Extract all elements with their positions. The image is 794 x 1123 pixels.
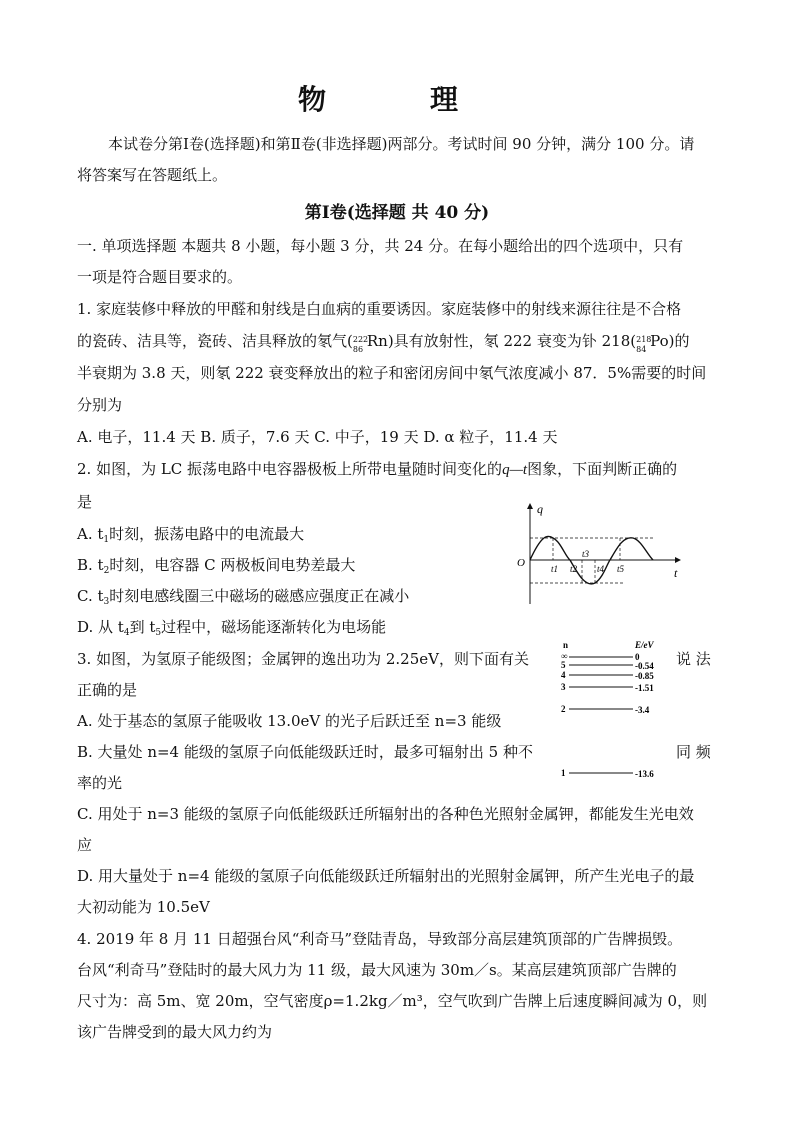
q3-option-d-2: 大初动能为 10.5eV xyxy=(77,898,210,916)
level-e-2: -3.4 xyxy=(635,705,650,715)
q1-line-3: 半衰期为 3.8 天，则氡 222 衰变释放出的粒子和密闭房间中氡气浓度减小 87．5%需要的时间 xyxy=(77,364,707,382)
graph-y-label: q xyxy=(537,502,543,516)
polonium-isotope-mass-charge: 218 84 xyxy=(636,335,652,354)
level-n-3: 3 xyxy=(561,682,566,692)
page-title: 物 理 xyxy=(297,83,496,116)
part1-line-2: 一项是符合题目要求的。 xyxy=(77,268,243,286)
q4-line-2: 台风“利奇马”登陆时的最大风力为 11 级，最大风速为 30m／s。某高层建筑顶部广告牌的 xyxy=(77,961,677,979)
polonium-symbol: Po xyxy=(650,332,669,350)
graph-tick-t4: t4 xyxy=(597,564,605,574)
q-t-graph xyxy=(515,500,685,608)
q3-option-b-1b: 同 频 xyxy=(676,743,711,761)
graph-tick-t2: t2 xyxy=(570,564,578,574)
q2-option-b: B. $t_2$时刻，电容器 C 两极板间电势差最大 xyxy=(77,556,356,576)
graph-x-label: t xyxy=(674,566,678,580)
q1-line-2: 的瓷砖、洁具等，瓷砖、洁具释放的氡气( 222 86 Rn)具有放射性，氡 222 衰变为钋 218( 218 84 Po)的 xyxy=(77,332,690,354)
q1-line-4: 分别为 xyxy=(77,396,123,414)
diagram-n-label: n xyxy=(563,640,569,650)
radon-isotope-mass-charge: 222 86 xyxy=(352,335,369,354)
q3-line-1b: 说 法 xyxy=(676,650,711,668)
graph-tick-t5: t5 xyxy=(617,564,625,574)
section-title: 第Ⅰ卷(选择题 共 40 分) xyxy=(304,203,490,223)
intro-line-1: 本试卷分第Ⅰ卷(选择题)和第Ⅱ卷(非选择题)两部分。考试时间 90 分钟，满分 100 分。请 xyxy=(108,135,695,153)
energy-level-diagram xyxy=(555,636,670,786)
q-t-symbol: q—t xyxy=(502,462,528,478)
radon-symbol: Rn xyxy=(366,332,388,350)
diagram-e-label: E/eV xyxy=(635,640,654,650)
level-e-4: -0.85 xyxy=(635,671,654,681)
level-n-4: 4 xyxy=(561,670,566,680)
q1-options: A. 电子，11.4 天 B. 质子，7.6 天 C. 中子，19 天 D. α 粒子，11.4 天 xyxy=(77,428,558,446)
level-n-5: 5 xyxy=(561,660,566,670)
level-n-1: 1 xyxy=(561,768,566,778)
level-e-inf: 0 xyxy=(635,652,640,662)
part1-line-1: 一. 单项选择题 本题共 8 小题，每小题 3 分，共 24 分。在每小题给出的四个选项中，只有 xyxy=(77,237,684,255)
q2-option-c: C. $t_3$时刻电感线圈三中磁场的磁感应强度正在减小 xyxy=(77,587,410,607)
q4-line-4: 该广告牌受到的最大风力约为 xyxy=(77,1023,273,1041)
q3-line-2: 正确的是 xyxy=(77,681,138,699)
q4-line-1: 4. 2019 年 8 月 11 日超强台风“利奇马”登陆青岛，导致部分高层建筑顶部的广告牌损毁。 xyxy=(77,930,683,948)
graph-tick-t3: t3 xyxy=(582,549,590,559)
q3-option-c-1: C. 用处于 n=3 能级的氢原子向低能级跃迁所辐射出的各种色光照射金属钾，都能发生光电效 xyxy=(77,805,694,823)
q3-option-a: A. 处于基态的氢原子能吸收 13.0eV 的光子后跃迁至 n=3 能级 xyxy=(77,712,502,730)
intro-line-2: 将答案写在答题纸上。 xyxy=(77,166,228,184)
q3-line-1a: 3. 如图，为氢原子能级图；金属钾的逸出功为 2.25eV，则下面有关 xyxy=(77,650,529,668)
level-e-1: -13.6 xyxy=(635,769,654,779)
level-e-3: -1.51 xyxy=(635,683,654,693)
q3-option-b-1a: B. 大量处 n=4 能级的氢原子向低能级跃迁时，最多可辐射出 5 种不 xyxy=(77,743,533,761)
q2-option-a: A. $t_1$时刻，振荡电路中的电流最大 xyxy=(77,525,305,545)
q4-line-3: 尺寸为：高 5m、宽 20m，空气密度ρ=1.2kg／m³，空气吹到广告牌上后速度瞬间减为 0，则 xyxy=(77,992,708,1010)
q3-option-c-2: 应 xyxy=(77,836,93,854)
q1-line-1: 1. 家庭装修中释放的甲醛和射线是白血病的重要诱因。家庭装修中的射线来源往往是不合格 xyxy=(77,300,682,318)
q3-option-d-1: D. 用大量处于 n=4 能级的氢原子向低能级跃迁所辐射出的光照射金属钾，所产生光电子的最 xyxy=(77,867,695,885)
graph-tick-t1: t1 xyxy=(551,564,559,574)
level-n-2: 2 xyxy=(561,704,566,714)
q2-option-d: D. 从 $t_4$到 $t_5$过程中，磁场能逐渐转化为电场能 xyxy=(77,618,387,638)
graph-origin-label: O xyxy=(517,557,525,569)
level-e-5: -0.54 xyxy=(635,661,654,671)
q3-option-b-2: 率的光 xyxy=(77,774,123,792)
q2-line-2: 是 xyxy=(77,493,93,511)
q2-line-1: 2. 如图，为 LC 振荡电路中电容器极板上所带电量随时间变化的q—t图象，下面判断正确的 xyxy=(77,460,678,478)
level-n-inf: ∞ xyxy=(561,651,568,661)
